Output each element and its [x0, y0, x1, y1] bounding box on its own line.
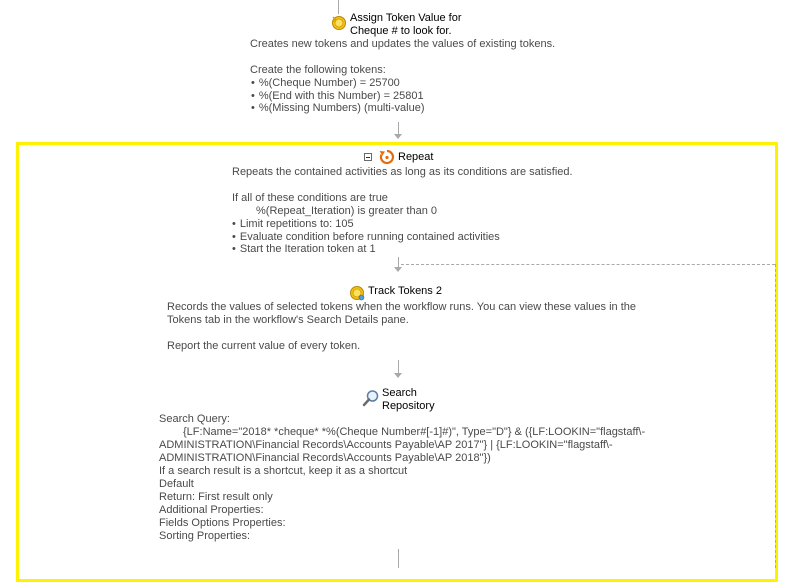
search-query-label: Search Query: [159, 413, 230, 425]
arrow-down-icon [394, 134, 402, 139]
search-return: Return: First result only [159, 491, 273, 503]
track-description-line2: Tokens tab in the workflow's Search Details pane. [167, 314, 409, 326]
repeat-condition: %(Repeat_Iteration) is greater than 0 [256, 205, 437, 217]
search-icon [362, 389, 380, 407]
collapse-icon[interactable] [364, 153, 372, 161]
assign-title-line1: Assign Token Value for [350, 12, 462, 24]
connector-assign-repeat [398, 122, 399, 134]
loop-back-connector [401, 264, 775, 265]
repeat-option-item: • Limit repetitions to: 105 [232, 218, 500, 231]
search-title-line2: Repository [382, 400, 435, 412]
track-report: Report the current value of every token. [167, 340, 361, 352]
search-query-line2: ADMINISTRATION\Financial Records\Accounts Payable\AP 2017"} | {LF:LOOKIN="flagstaff\- [159, 439, 613, 451]
search-additional-properties: Additional Properties: [159, 504, 264, 516]
search-query-line1: {LF:Name="2018* *cheque* *%(Cheque Number#[-1]#)", Type="D"} & ({LF:LOOKIN="flagstaff\- [183, 426, 646, 438]
search-fields-options: Fields Options Properties: [159, 517, 286, 529]
connector-repeat-body [398, 257, 399, 267]
connector-top [338, 0, 339, 14]
search-query-line3: ADMINISTRATION\Financial Records\Accounts Payable\AP 2018"}) [159, 452, 491, 464]
arrow-down-icon [394, 267, 402, 272]
search-title-line1: Search [382, 387, 417, 399]
search-sorting-properties: Sorting Properties: [159, 530, 251, 542]
track-description-line1: Records the values of selected tokens when the workflow runs. You can view these values in the [167, 301, 636, 313]
track-title: Track Tokens 2 [368, 285, 442, 297]
search-shortcut-option: If a search result is a shortcut, keep it as a shortcut [159, 465, 408, 477]
loop-back-connector-vertical [775, 264, 776, 568]
repeat-condition-heading: If all of these conditions are true [232, 192, 388, 204]
assign-title-line2: Cheque # to look for. [350, 25, 452, 37]
track-tokens-icon [349, 285, 365, 301]
repeat-description: Repeats the contained activities as long as its conditions are satisfied. [232, 166, 573, 178]
repeat-options-list [232, 218, 500, 256]
assign-token-item: • %(End with this Number) = 25801 [251, 90, 425, 103]
assign-token-item: • %(Missing Numbers) (multi-value) [251, 102, 425, 115]
repeat-option-item: • Start the Iteration token at 1 [232, 243, 500, 256]
assign-token-item: • %(Cheque Number) = 25700 [251, 77, 425, 90]
assign-token-icon [331, 15, 347, 31]
assign-token-list [251, 77, 425, 115]
repeat-icon [378, 148, 396, 166]
assign-description: Creates new tokens and updates the values of existing tokens. [250, 38, 556, 50]
repeat-option-item: • Evaluate condition before running contained activities [232, 231, 500, 244]
assign-create-heading: Create the following tokens: [250, 64, 386, 76]
arrow-down-icon [394, 373, 402, 378]
repeat-title: Repeat [398, 151, 434, 163]
search-default: Default [159, 478, 194, 490]
connector-bottom [398, 549, 399, 568]
connector-track-search [398, 360, 399, 373]
